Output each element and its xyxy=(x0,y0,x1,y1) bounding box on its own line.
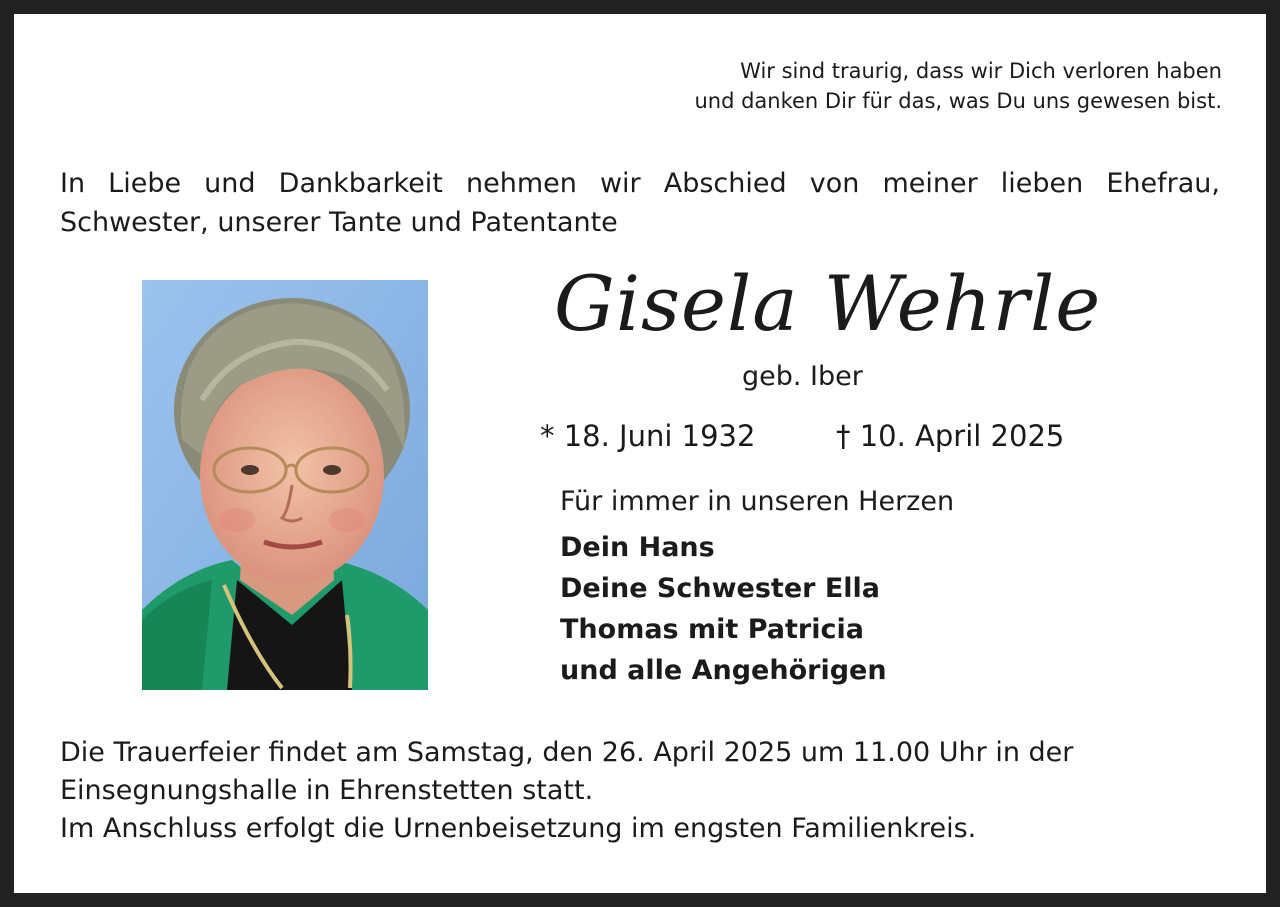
portrait-photo xyxy=(142,280,428,690)
deceased-name: Gisela Wehrle xyxy=(554,259,1102,348)
quote-line-2: und danken Dir für das, was Du uns gewesen bist. xyxy=(694,89,1222,113)
mourners-list xyxy=(560,527,887,691)
opening-quote xyxy=(694,56,1222,116)
mourner: Deine Schwester Ella xyxy=(560,573,881,604)
obituary-card xyxy=(14,14,1266,893)
service-info xyxy=(60,734,1073,848)
death-date: † 10. April 2025 xyxy=(836,419,1065,453)
life-dates xyxy=(540,416,1065,456)
service-line-3: Im Anschluss erfolgt die Urnenbeisetzung im engsten Familienkreis. xyxy=(60,813,977,844)
birth-name: geb. Iber xyxy=(742,361,863,392)
mourner: Dein Hans xyxy=(560,532,715,563)
motto: Für immer in unseren Herzen xyxy=(560,486,955,517)
mourner: Thomas mit Patricia xyxy=(560,614,864,645)
birth-date: * 18. Juni 1932 xyxy=(540,419,756,453)
intro-line-1: In Liebe und Dankbarkeit nehmen wir Abschied von meiner lieben Ehefrau, xyxy=(60,168,1220,199)
service-line-1: Die Trauerfeier findet am Samstag, den 26. April 2025 um 11.00 Uhr in der xyxy=(60,737,1074,768)
quote-line-1: Wir sind traurig, dass wir Dich verloren haben xyxy=(740,59,1222,83)
intro-line-2: Schwester, unserer Tante und Patentante xyxy=(60,207,618,238)
intro-text xyxy=(60,164,1220,242)
service-line-2: Einsegnungshalle in Ehrenstetten statt. xyxy=(60,775,594,806)
mourner: und alle Angehörigen xyxy=(560,655,887,686)
